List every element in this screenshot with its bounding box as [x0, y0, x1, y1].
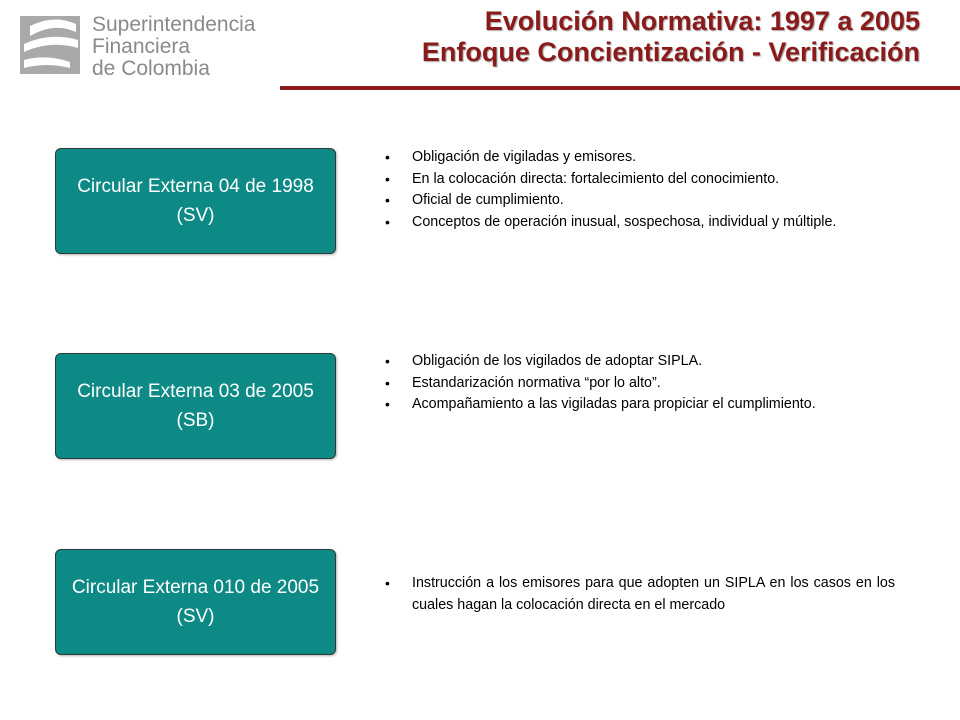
bullet-icon: •	[385, 149, 390, 165]
bullet-icon: •	[385, 353, 390, 369]
list-item	[385, 147, 895, 169]
list-item	[385, 573, 895, 616]
bullet-icon: •	[385, 213, 390, 230]
list-item-text: Obligación de vigiladas y emisores.	[412, 149, 637, 165]
logo-text	[92, 14, 255, 80]
list-item-text: Acompañamiento a las vigiladas para propiciar el cumplimiento.	[412, 396, 816, 412]
list-item-text: Obligación de los vigilados de adoptar SIPLA.	[412, 353, 703, 369]
page-title-line-1: Evolución Normativa: 1997 a 2005	[484, 6, 920, 36]
bullet-icon: •	[385, 396, 390, 412]
bullet-list-1	[385, 147, 895, 233]
list-item	[385, 373, 895, 395]
bullet-icon: •	[385, 170, 390, 187]
page-title	[422, 6, 920, 68]
page-title-line-2: Enfoque Concientización - Verificación	[421, 37, 920, 67]
list-item	[385, 190, 895, 212]
list-item	[385, 351, 895, 373]
circular-box-1: Circular Externa 04 de 1998 (SV)	[55, 148, 336, 254]
bullet-list-2	[385, 351, 895, 416]
bullet-list-3	[385, 573, 895, 616]
circular-box-2: Circular Externa 03 de 2005 (SB)	[55, 353, 336, 459]
list-item	[385, 212, 895, 234]
title-divider	[280, 86, 960, 90]
logo-s-mark-icon	[20, 10, 84, 74]
logo-line-3: de Colombia	[92, 57, 210, 80]
bullet-icon: •	[385, 374, 390, 391]
circular-box-3: Circular Externa 010 de 2005 (SV)	[55, 549, 336, 655]
list-item-text: Estandarización normativa “por lo alto”.	[412, 374, 661, 391]
list-item-text: En la colocación directa: fortalecimiento del conocimiento.	[412, 170, 780, 187]
logo-line-1: Superintendencia	[92, 13, 256, 36]
logo-line-2: Financiera	[92, 35, 191, 58]
list-item	[385, 394, 895, 416]
bullet-icon: •	[385, 575, 390, 591]
list-item-text: Conceptos de operación inusual, sospechosa, individual y múltiple.	[412, 213, 837, 230]
list-item	[385, 169, 895, 191]
bullet-icon: •	[385, 192, 390, 208]
list-item-text: Oficial de cumplimiento.	[412, 192, 564, 208]
logo	[20, 10, 270, 82]
list-item-text: Instrucción a los emisores para que adopten un SIPLA en los casos en los cuales hagan la colocación directa en el mercado	[412, 575, 895, 613]
